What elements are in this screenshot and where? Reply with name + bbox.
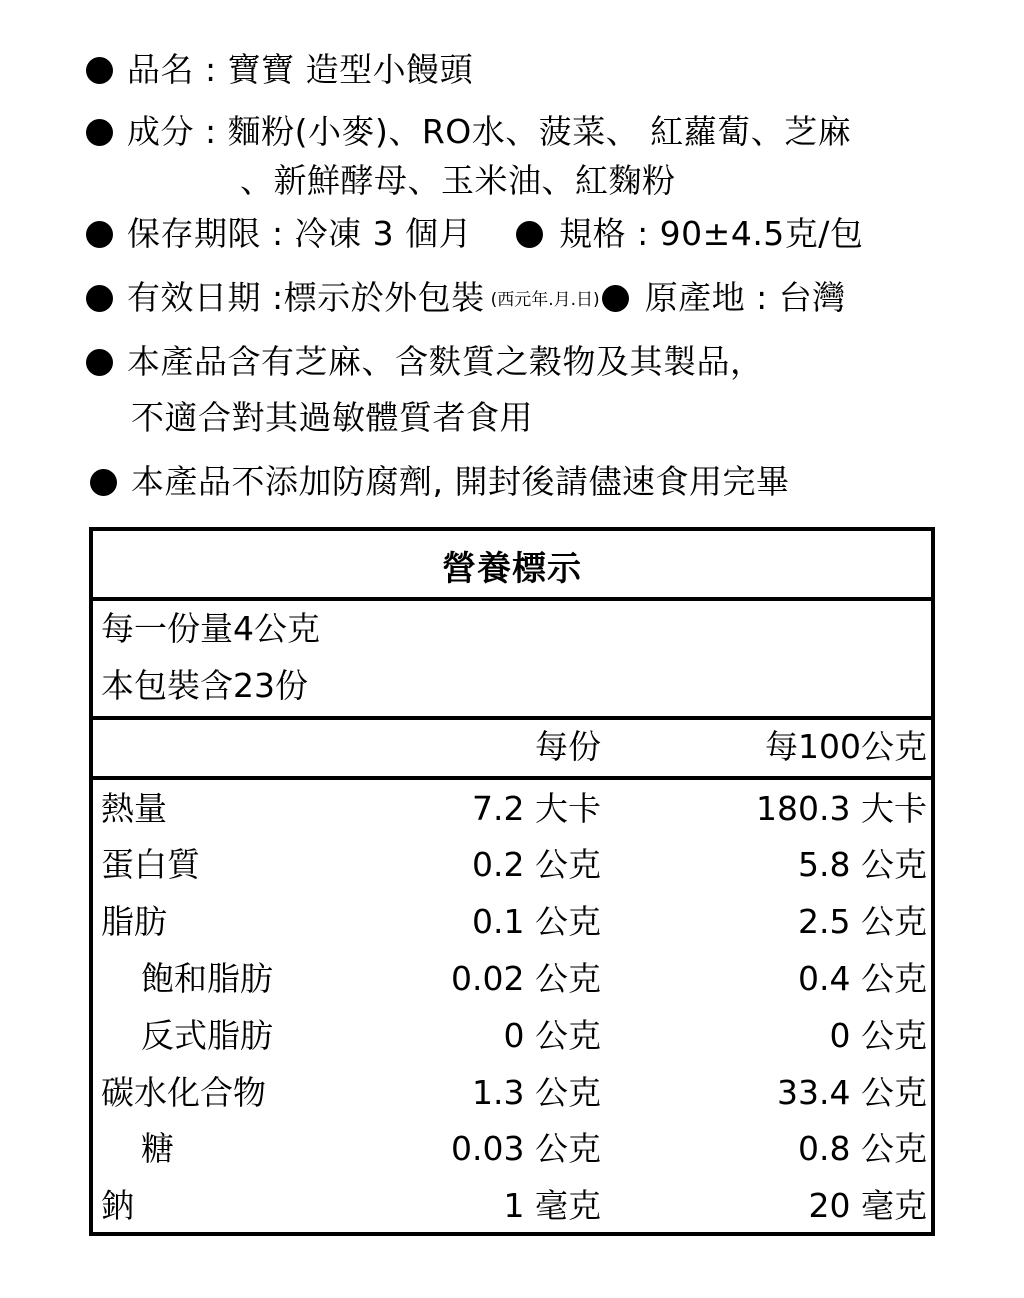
row-per-serving: 0 公克 [503, 1016, 601, 1055]
col-per-100g: 每100公克 [765, 727, 927, 766]
row-per-100g: 180.3 大卡 [756, 789, 927, 828]
row-per-100g: 2.5 公克 [798, 902, 927, 941]
row-per-serving: 7.2 大卡 [472, 789, 601, 828]
row-label: 糖 [141, 1129, 174, 1168]
nutrition-title: 營養標示 [442, 549, 582, 589]
col-per-serving: 每份 [535, 727, 601, 766]
bullet-icon [86, 285, 113, 312]
row-per-serving: 1 毫克 [503, 1186, 601, 1225]
row-per-serving: 1.3 公克 [472, 1073, 601, 1112]
shelf-life: 保存期限 : 冷凍 3 個月 [127, 214, 473, 253]
spec: 規格 : 90±4.5克/包 [559, 214, 864, 253]
row-per-100g: 5.8 公克 [798, 845, 927, 884]
row-label: 脂肪 [101, 902, 167, 941]
product-name: 品名 : 寶寶 造型小饅頭 [127, 50, 474, 89]
nutrition-row [93, 902, 931, 958]
nutrition-row [93, 1186, 931, 1242]
row-label: 碳水化合物 [101, 1073, 266, 1112]
nutrition-row [93, 845, 931, 901]
bullet-icon [86, 57, 113, 84]
shelf-spec-line [86, 214, 863, 254]
ingredients-text-1: 成分 : 麵粉(小麥)、RO水、菠菜、 紅蘿蔔、芝麻 [127, 112, 852, 151]
row-label: 熱量 [101, 789, 167, 828]
allergen-line-2 [131, 398, 533, 438]
servings-per-pack: 本包裝含23份 [101, 666, 308, 705]
bullet-icon [86, 349, 113, 376]
bullet-icon [602, 285, 629, 312]
origin: 原產地 : 台灣 [644, 278, 846, 317]
divider [93, 597, 931, 601]
row-per-100g: 0 公克 [829, 1016, 927, 1055]
row-per-100g: 0.4 公克 [798, 959, 927, 998]
nutrition-table [89, 527, 935, 1236]
nutrition-row [93, 1129, 931, 1185]
nutrition-row [93, 1016, 931, 1072]
nutrition-row [93, 1073, 931, 1129]
additive-line [90, 462, 789, 502]
row-per-serving: 0.1 公克 [472, 902, 601, 941]
allergen-text-2: 不適合對其過敏體質者食用 [131, 398, 533, 437]
bullet-icon [90, 469, 117, 496]
bullet-icon [86, 221, 113, 248]
row-label: 飽和脂肪 [141, 959, 273, 998]
additive-text: 本產品不添加防腐劑, 開封後請儘速食用完畢 [131, 462, 790, 501]
row-label: 蛋白質 [101, 845, 200, 884]
serving-size: 每一份量4公克 [101, 609, 320, 648]
nutrition-row [93, 789, 931, 845]
expiry-note: (西元年.月.日) [490, 290, 600, 310]
row-per-100g: 33.4 公克 [777, 1073, 927, 1112]
ingredients-line-2 [240, 161, 676, 201]
allergen-text-1: 本產品含有芝麻、含麩質之穀物及其製品， [127, 342, 764, 381]
expiry: 有效日期 :標示於外包裝 [127, 278, 485, 317]
bullet-icon [516, 221, 543, 248]
product-name-line [86, 50, 473, 90]
expiry-origin-line [86, 278, 846, 320]
row-label: 反式脂肪 [141, 1016, 273, 1055]
divider [93, 716, 931, 720]
allergen-line [86, 342, 764, 382]
row-per-100g: 20 毫克 [808, 1186, 927, 1225]
row-per-100g: 0.8 公克 [798, 1129, 927, 1168]
row-per-serving: 0.2 公克 [472, 845, 601, 884]
row-per-serving: 0.03 公克 [451, 1129, 601, 1168]
divider [93, 776, 931, 780]
bullet-icon [86, 119, 113, 146]
row-label: 鈉 [101, 1186, 134, 1225]
ingredients-text-2: 、新鮮酵母、玉米油、紅麴粉 [240, 161, 676, 200]
nutrition-row [93, 959, 931, 1015]
row-per-serving: 0.02 公克 [451, 959, 601, 998]
ingredients-line [86, 112, 851, 152]
